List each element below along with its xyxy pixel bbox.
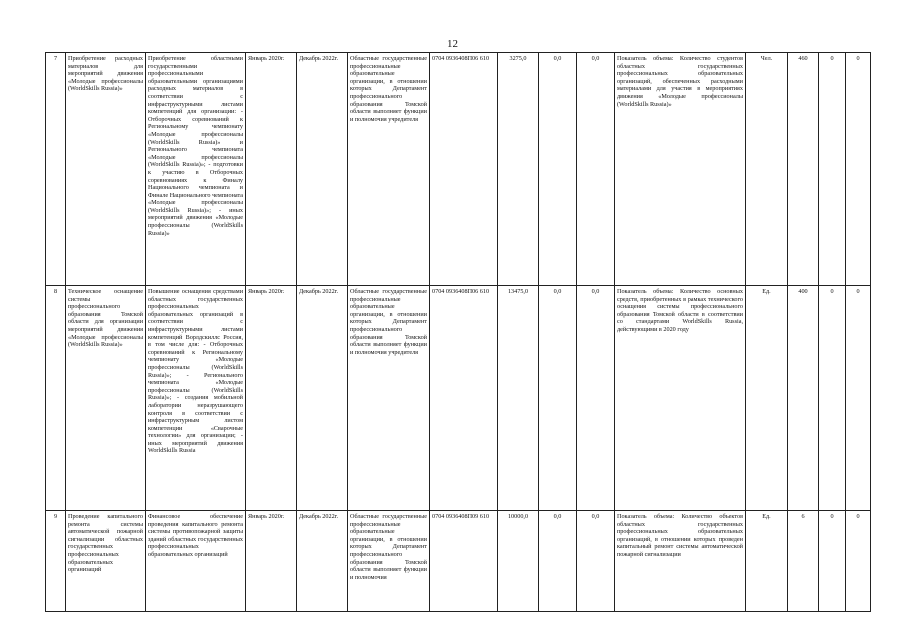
event-name: Проведение капитального ремонта системы автоматической пожарной сигнализации областных государственных профессиональных образовательных организаций [66,511,146,612]
funding-value-3: 0,0 [577,511,615,612]
indicator-value-3: 0 [846,286,871,511]
funding-value-3: 0,0 [577,286,615,511]
start-date: Январь 2020г. [246,511,297,612]
executor: Областные государственные профессиональные образовательные организации, в отношении которых Департамент профессионального образования Томской области выполняет функции и полномочия [348,511,430,612]
indicator-value-2: 0 [819,511,846,612]
funding-value-2: 0,0 [539,511,577,612]
page-number: 12 [447,38,458,50]
executor: Областные государственные профессиональные образовательные организации, в отношении которых Департамент профессионального образования Томской области выполняет функции и полномочия учредителя [348,53,430,286]
end-date: Декабрь 2022г. [297,53,348,286]
budget-code: 0704 0936408П09 610 [430,511,498,612]
row-number: 8 [46,286,66,511]
end-date: Декабрь 2022г. [297,286,348,511]
unit: Чел. [746,53,788,286]
funding-value-1: 10000,0 [498,511,539,612]
event-name: Приобретение расходных материалов для мероприятий движения «Молодые профессионалы (WorldSkills Russia)» [66,53,146,286]
indicator-value-2: 0 [819,286,846,511]
budget-code: 0704 0936408П06 610 [430,53,498,286]
start-date: Январь 2020г. [246,286,297,511]
indicator-value-3: 0 [846,53,871,286]
funding-value-3: 0,0 [577,53,615,286]
executor: Областные государственные профессиональные образовательные организации, в отношении которых Департамент профессионального образования Томской области выполняет функции и полномочия учредителя [348,286,430,511]
end-date: Декабрь 2022г. [297,511,348,612]
indicator-value-1: 400 [788,286,819,511]
row-number: 9 [46,511,66,612]
event-name: Техническое оснащение системы профессионального образования Томской области для организации мероприятий движения «Молодые профессионалы (WorldSkills Russia)» [66,286,146,511]
indicator-value-1: 460 [788,53,819,286]
budget-code: 0704 0936408П06 610 [430,286,498,511]
unit: Ед. [746,286,788,511]
funding-value-1: 3275,0 [498,53,539,286]
indicator-value-3: 0 [846,511,871,612]
table-row [46,53,871,286]
indicator-value-2: 0 [819,53,846,286]
table-row [46,511,871,612]
funding-value-1: 13475,0 [498,286,539,511]
event-description: Приобретение областными государственными профессиональными образовательными организациями расходных материалов в соответствии с инфраструктурными листами компетенций для организации: - Отборочных соревнований к Региональному чемпионату «Молодые профессионалы (WorldSkills Russia)» и Регионального чемпионата «Молодые профессионалы (WorldSkills Russia)»; - подготовки к участию в Отборочных соревнованиях к Финалу Национального чемпионата и Финале Национального чемпионата «Молодые профессионалы (WorldSkills Russia)»; - иных мероприятий движения «Молодые профессионалы (WorldSkills Russia)» [146,53,246,286]
indicator: Показатель объема: Количество студентов областных государственных профессиональных образовательных организаций, обеспеченных расходными материалами для участия в мероприятиях движения «Молодые профессионалы (WorldSkills Russia)» [615,53,746,286]
indicator: Показатель объема: Количество основных средств, приобретенных в рамках технического оснащения системы профессионального образования Томской области в соответствии со стандартами WorldSkills Russia, действующими в 2020 году [615,286,746,511]
table-row [46,286,871,511]
unit: Ед. [746,511,788,612]
funding-value-2: 0,0 [539,53,577,286]
row-number: 7 [46,53,66,286]
indicator-value-1: 6 [788,511,819,612]
event-description: Финансовое обеспечение проведения капитального ремонта системы противопожарной защиты зданий областных государственных профессиональных образовательных организаций [146,511,246,612]
start-date: Январь 2020г. [246,53,297,286]
funding-value-2: 0,0 [539,286,577,511]
program-table [45,52,871,612]
event-description: Повышение оснащения средствами областных государственных профессиональных образовательных организаций в соответствии с инфраструктурными листами компетенций Ворлдскиллс Россия, в том числе для: - Отборочных соревнований к Региональному чемпионату «Молодые профессионалы (WorldSkills Russia)»; - Регионального чемпионата «Молодые профессионалы (WorldSkills Russia)»; - создания мобильной лаборатории неразрушающего контроля в соответствии с инфраструктурным листом компетенции «Сварочные технологии» для организации; - иных мероприятий движения WorldSkills Russia [146,286,246,511]
indicator: Показатель объема: Количество объектов областных государственных профессиональных образовательных организаций, в отношении которых проведен капитальный ремонт системы автоматической пожарной сигнализации [615,511,746,612]
